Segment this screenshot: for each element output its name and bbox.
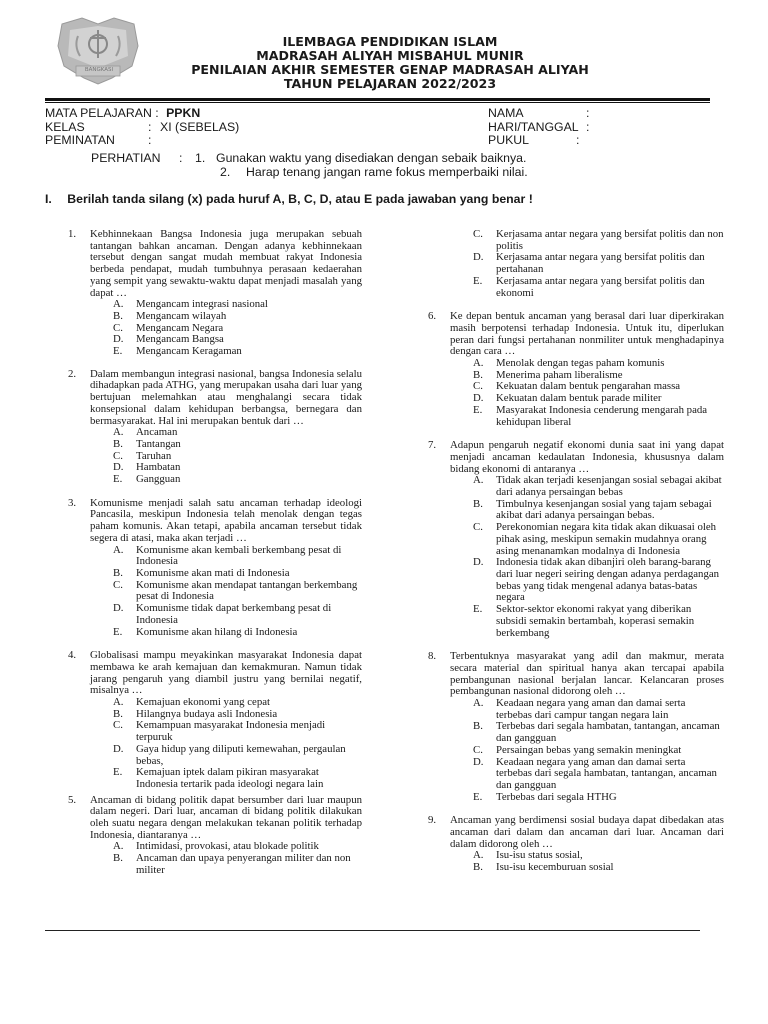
answer-option <box>473 405 724 428</box>
answer-option <box>473 276 724 299</box>
option-letter: A. <box>113 696 124 709</box>
option-text: Sektor-sektor ekonomi rakyat yang diberikan subsidi semakin bertambah, koperasi semakin berkembang <box>496 603 695 639</box>
answer-option <box>473 557 724 604</box>
question-stem: Komunisme menjadi salah satu ancaman terhadap ideologi Pancasila, meskipun Indonesia telah menolak dengan tegas paham komunis. Akan tetapi, apabila ancaman tersebut tidak segera di atasi, maka akan terjadi … <box>90 496 362 544</box>
question-stem: Adapun pengaruh negatif ekonomi dunia saat ini yang dapat menjadi ancaman kedaulatan Indonesia, khususnya dalam bidang ekonomi di antaranya … <box>450 439 724 475</box>
option-text: Kemajuan iptek dalam pikiran masyarakat Indonesia tertarik pada ideologi negara lain <box>136 766 324 790</box>
option-text: Isu-isu status sosial, <box>496 849 583 862</box>
option-text: Kerjasama antar negara yang bersifat politis dan ekonomi <box>496 274 705 299</box>
answer-option <box>473 522 724 557</box>
instructions-colon: : <box>179 151 183 165</box>
question-stem: Globalisasi mampu meyakinkan masyarakat Indonesia dapat membawa ke arah kemajuan dan kemakmuran. Namun tidak jarang pengaruh yang diambil justru yang bernilai negatif, misalnya … <box>90 649 362 697</box>
answer-option <box>473 792 724 804</box>
class-colon: : <box>148 119 152 134</box>
question-item <box>428 440 724 639</box>
class-row <box>45 121 85 135</box>
option-letter: B. <box>113 566 123 579</box>
answer-option <box>473 757 724 792</box>
option-letter: B. <box>113 437 123 450</box>
question-stem: Ke depan bentuk ancaman yang berasal dari luar diperkirakan masih berpotensi terhadap Indonesia. Untuk itu, diperlukan peran dari fungsi pertahanan nonmiliter untuk menghadapinya dengan cara … <box>450 310 724 358</box>
option-letter: C. <box>473 228 483 240</box>
answer-option <box>113 853 362 876</box>
option-letter: B. <box>473 720 483 733</box>
section-title: Berilah tanda silang (x) pada huruf A, B, C, D, atau E pada jawaban yang benar ! <box>67 192 533 206</box>
option-text: Komunisme tidak dapat berkembang pesat di Indonesia <box>136 602 332 626</box>
answer-option <box>473 358 724 370</box>
option-text: Intimidasi, provokasi, atau blokade politik <box>136 840 319 853</box>
class-label: KELAS <box>45 119 85 134</box>
date-colon: : <box>586 119 590 134</box>
answer-option <box>113 568 362 580</box>
option-text: Tantangan <box>136 437 181 450</box>
option-letter: D. <box>473 556 484 569</box>
option-letter: C. <box>113 719 123 732</box>
option-text: Komunisme akan kembali berkembang pesat di Indonesia <box>136 543 342 568</box>
answer-option <box>113 580 362 603</box>
question-stem: Ancaman yang berdimensi sosial budaya dapat dibedakan atas ancaman dari dalam dan ancaman dari luar. Ancaman dari dalam didorong oleh … <box>450 814 724 850</box>
option-letter: E. <box>113 766 123 779</box>
option-letter: E. <box>473 274 483 287</box>
option-letter: E. <box>113 473 123 486</box>
date-label: HARI/TANGGAL <box>488 119 579 134</box>
option-text: Taruhan <box>136 449 172 462</box>
option-text: Mengancam wilayah <box>136 309 227 322</box>
question-number: 4. <box>68 649 77 662</box>
option-text: Kerjasama antar negara yang bersifat politis dan non politis <box>496 228 724 252</box>
question-stem: Ancaman di bidang politik dapat bersumber dari luar maupun dalam negeri. Dari luar, ancaman di bidang politik dilakukan oleh suatu negara dengan melakukan tekanan politik terhadap Indonesia, diantaranya … <box>90 793 362 841</box>
answer-option <box>473 721 724 744</box>
question-item <box>68 369 362 486</box>
instruction-num-2: 2. <box>220 164 231 179</box>
instructions-label: PERHATIAN <box>91 151 161 165</box>
option-text: Keadaan negara yang aman dan damai serta terbebas dari segala hambatan, tantangan, ancaman dan gangguan <box>496 755 717 791</box>
option-letter: C. <box>113 321 123 334</box>
option-letter: C. <box>473 743 483 756</box>
question-number: 8. <box>428 650 437 663</box>
question-number: 6. <box>428 310 437 323</box>
option-letter: A. <box>473 697 484 710</box>
option-letter: E. <box>113 625 123 638</box>
header-line-1: ILEMBAGA PENDIDIKAN ISLAM <box>282 34 498 49</box>
school-logo <box>52 16 144 88</box>
answer-option <box>473 745 724 757</box>
question-number: 5. <box>68 793 77 806</box>
option-text: Ancaman <box>136 426 178 439</box>
option-text: Persaingan bebas yang semakin meningkat <box>496 743 682 756</box>
option-text: Mengancam Keragaman <box>136 345 242 358</box>
option-letter: E. <box>113 345 123 358</box>
option-letter: D. <box>113 742 124 755</box>
answer-option <box>473 698 724 721</box>
question-item <box>428 815 724 874</box>
answer-option <box>113 474 362 486</box>
option-letter: C. <box>113 578 123 591</box>
option-text: Timbulnya kesenjangan sosial yang tajam sebagai akibat dari adanya persaingan bebas. <box>496 497 712 522</box>
question-item <box>68 795 362 877</box>
question-number: 1. <box>68 228 77 240</box>
option-text: Masyarakat Indonesia cenderung mengarah pada kehidupan liberal <box>496 403 708 428</box>
option-letter: D. <box>113 333 124 346</box>
answer-option <box>113 545 362 568</box>
option-letter: C. <box>473 521 483 534</box>
option-text: Mengancam integrasi nasional <box>136 298 268 311</box>
option-letter: A. <box>113 840 124 853</box>
option-text: Perekonomian negara kita tidak akan dikuasai oleh pihak asing, meskipun semakin mudahnya orang asing menanamkan modalnya di Indonesia <box>496 521 717 557</box>
option-text: Kerjasama antar negara yang bersifat politis dan pertahanan <box>496 251 705 276</box>
instructions <box>91 152 551 180</box>
option-text: Gaya hidup yang diliputi kemewahan, pergaulan bebas, <box>136 742 346 767</box>
option-letter: D. <box>473 392 484 405</box>
header-rule-thin <box>45 102 710 103</box>
questions-left-column <box>68 229 362 877</box>
question-stem: Dalam membangun integrasi nasional, bangsa Indonesia selalu dihadapkan pada ATHG, yang merupakan usaha dari luar yang bertujuan melemahkan atau menghalangi secara tidak konsepsional dalam kehidupan berbangsa, bernegara dan bermasyarakat. Hal ini merupakan bentuk dari … <box>90 367 362 427</box>
option-letter: B. <box>473 861 483 874</box>
subject-label: MATA PELAJARAN : <box>45 106 159 120</box>
right-questions <box>428 311 724 874</box>
question-item <box>68 498 362 638</box>
answer-option <box>113 311 362 323</box>
header-line-2: MADRASAH ALIYAH MISBAHUL MUNIR <box>256 48 524 63</box>
header-line-4: TAHUN PELAJARAN 2022/2023 <box>283 76 497 91</box>
option-letter: B. <box>113 707 123 720</box>
option-text: Keadaan negara yang aman dan damai serta terbebas dari campur tangan negara lain <box>496 697 686 721</box>
option-text: Menolak dengan tegas paham komunis <box>496 357 665 370</box>
option-letter: B. <box>113 852 123 865</box>
option-letter: A. <box>113 426 124 439</box>
answer-option <box>473 252 724 275</box>
option-letter: B. <box>473 368 483 381</box>
continued-options <box>428 229 724 299</box>
answer-option <box>113 697 362 709</box>
subject-value: PPKN <box>166 106 201 120</box>
class-value: XI (SEBELAS) <box>160 119 240 134</box>
question-stem: Kebhinnekaan Bangsa Indonesia juga merupakan sebuah tantangan bahkan ancaman. Dengan adanya kebhinnekaan tersebut dengan sangat mudah membuat rakyat Indonesia berbeda pendapat, mudah tumbuhnya perasaan kedaerahan yang sempit yang sewaktu-waktu dapat menjadi masalah yang dapat … <box>90 228 362 299</box>
option-text: Mengancam Negara <box>136 321 224 334</box>
option-letter: E. <box>473 603 483 616</box>
header-line-3: PENILAIAN AKHIR SEMESTER GENAP MADRASAH ALIYAH <box>191 62 589 77</box>
document-header <box>140 35 640 91</box>
exam-info-left <box>45 107 375 149</box>
answer-option <box>473 862 724 874</box>
question-item <box>68 229 362 358</box>
answer-option <box>113 346 362 358</box>
option-text: Kekuatan dalam bentuk pengarahan massa <box>496 380 681 393</box>
answer-option <box>113 744 362 767</box>
instruction-text-2: Harap tenang jangan rame fokus memperbaiki nilai. <box>246 164 528 179</box>
question-number: 7. <box>428 439 437 452</box>
option-text: Kekuatan dalam bentuk parade militer <box>496 392 662 405</box>
question-stem: Terbentuknya masyarakat yang adil dan makmur, merata secara material dan spiritual hanya akan tercapai apabila pembangunan nasional berjalan lancar. Kelancaran proses pembangunan nasional didorong oleh … <box>450 650 724 698</box>
answer-option <box>113 439 362 451</box>
option-letter: E. <box>473 403 483 416</box>
question-number: 2. <box>68 367 77 380</box>
question-item <box>428 311 724 428</box>
instruction-text-1: Gunakan waktu yang disediakan dengan sebaik baiknya. <box>216 151 527 165</box>
option-text: Gangguan <box>136 473 181 486</box>
answer-option <box>113 603 362 626</box>
answer-option <box>113 720 362 743</box>
option-letter: B. <box>113 309 123 322</box>
answer-option <box>113 767 362 790</box>
answer-option <box>473 475 724 498</box>
option-text: Hilangnya budaya asli Indonesia <box>136 707 278 720</box>
option-letter: D. <box>473 755 484 768</box>
option-letter: A. <box>473 849 484 862</box>
option-letter: C. <box>113 449 123 462</box>
option-text: Ancaman dan upaya penyerangan militer dan non militer <box>136 852 351 876</box>
option-letter: A. <box>113 298 124 311</box>
option-letter: D. <box>473 251 484 264</box>
question-number: 3. <box>68 496 77 509</box>
logo-text: BANGKASI <box>84 67 114 73</box>
option-text: Hambatan <box>136 461 181 474</box>
subject-row <box>45 107 200 121</box>
option-letter: A. <box>113 543 124 556</box>
name-label: NAMA <box>488 106 524 120</box>
option-text: Komunisme akan mati di Indonesia <box>136 566 290 579</box>
option-letter: B. <box>473 497 483 510</box>
option-letter: A. <box>473 357 484 370</box>
answer-option <box>473 229 724 252</box>
answer-option <box>473 499 724 522</box>
option-letter: D. <box>113 602 124 615</box>
option-text: Kemampuan masyarakat Indonesia menjadi terpuruk <box>136 719 326 744</box>
option-letter: E. <box>473 790 483 803</box>
option-letter: D. <box>113 461 124 474</box>
instruction-num-1: 1. <box>195 151 206 165</box>
option-letter: C. <box>473 380 483 393</box>
specialization-label: PEMINATAN <box>45 133 115 147</box>
name-colon: : <box>586 106 590 120</box>
footer-rule <box>45 930 700 931</box>
option-text: Menerima paham liberalisme <box>496 368 623 381</box>
option-text: Isu-isu kecemburuan sosial <box>496 861 614 874</box>
option-text: Indonesia tidak akan dibanjiri oleh barang-barang dari luar negeri seiring dengan adanya perdagangan bebas yang tidak mengenal adanya batas-batas negara <box>496 556 720 604</box>
answer-option <box>113 627 362 639</box>
section-roman: I. <box>45 192 52 206</box>
option-text: Terbebas dari segala hambatan, tantangan, ancaman dan gangguan <box>496 720 720 745</box>
section-heading <box>45 192 533 206</box>
exam-info-right <box>488 107 708 149</box>
questions-right-column <box>428 229 724 874</box>
option-text: Komunisme akan mendapat tantangan berkembang pesat di Indonesia <box>136 578 358 603</box>
question-number: 9. <box>428 814 437 827</box>
option-text: Komunisme akan hilang di Indonesia <box>136 625 298 638</box>
option-letter: A. <box>473 474 484 487</box>
question-item <box>428 651 724 803</box>
time-label: PUKUL <box>488 133 530 147</box>
option-text: Mengancam Bangsa <box>136 333 224 346</box>
answer-option <box>473 604 724 639</box>
option-text: Tidak akan terjadi kesenjangan sosial sebagai akibat dari adanya persaingan bebas <box>496 474 722 499</box>
option-text: Kemajuan ekonomi yang cepat <box>136 696 271 709</box>
specialization-row <box>45 134 115 148</box>
question-item <box>68 650 362 790</box>
header-rule <box>45 98 710 101</box>
option-text: Terbebas dari segala HTHG <box>496 790 617 803</box>
specialization-colon: : <box>148 133 152 147</box>
time-colon: : <box>576 133 580 147</box>
